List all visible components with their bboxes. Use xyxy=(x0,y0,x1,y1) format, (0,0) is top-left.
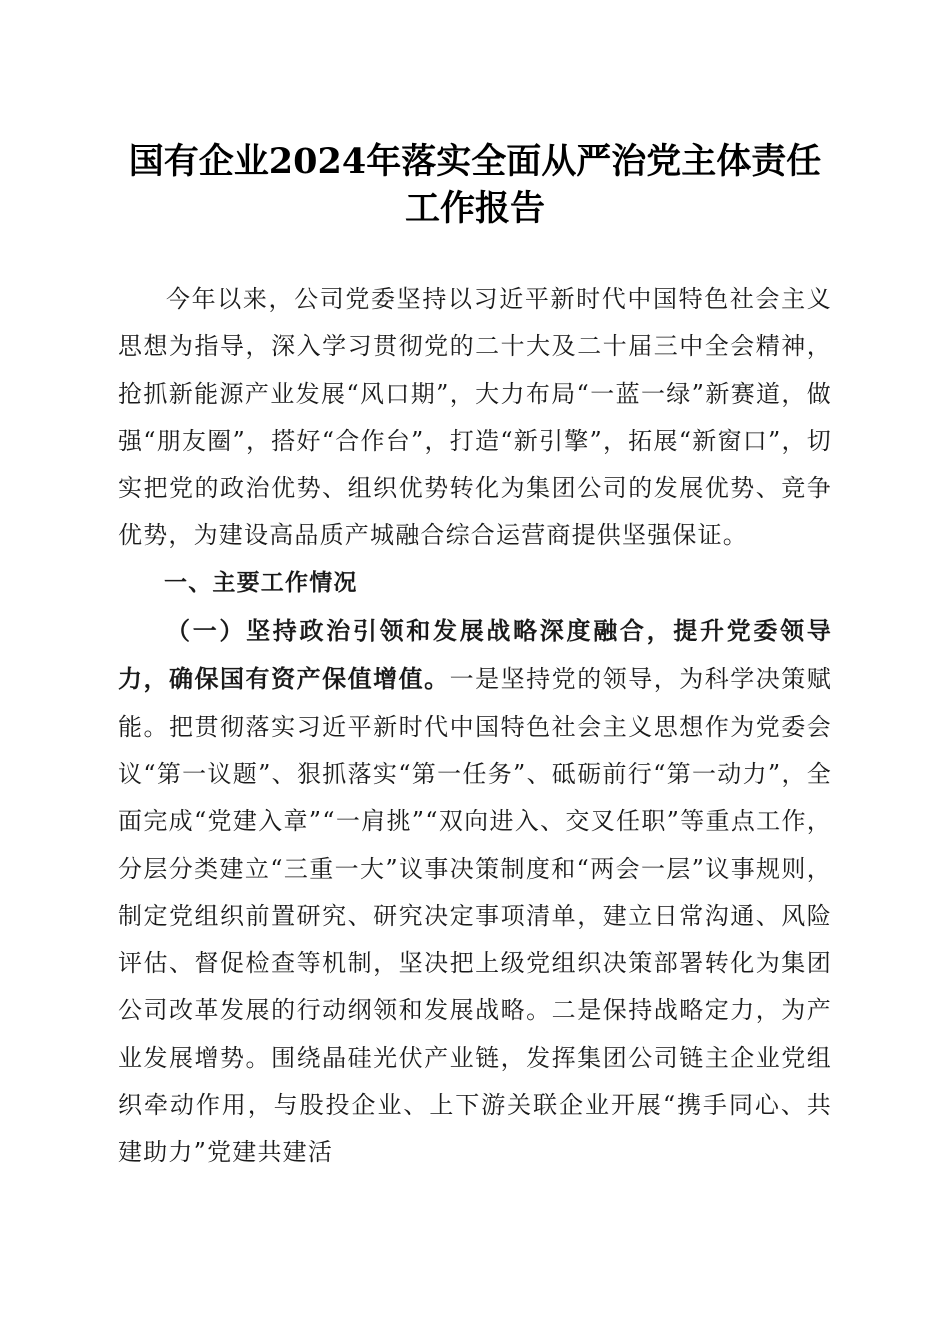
section-heading: 一、主要工作情况 xyxy=(164,569,358,596)
document-title-line-2: 工作报告 xyxy=(404,188,545,229)
intro-paragraph: 今年以来，公司党委坚持以习近平新时代中国特色社会主义思想为指导，深入学习贯彻党的二十大及二十届三中全会精神，抢抓新能源产业发展“风口期”，大力布局“一蓝一绿”新赛道，做强“朋友圈”，搭好“合作台”，打造“新引擎”，拓展“新窗口”，切实把党的政治优势、组织优势转化为集团公司的发展优势、竞争优势，为建设高品质产城融合综合运营商提供坚强保证。 xyxy=(118,285,832,550)
document-body xyxy=(118,276,832,1177)
subsection-body: 一是坚持党的领导，为科学决策赋能。把贯彻落实习近平新时代中国特色社会主义思想作为党委会议“第一议题”、狠抓落实“第一任务”、砥砺前行“第一动力”，全面完成“党建入章”“一肩挑”“双向进入、交叉任职”等重点工作，分层分类建立“三重一大”议事决策制度和“两会一层”议事规则，制定党组织前置研究、研究决定事项清单，建立日常沟通、风险评估、督促检查等机制，坚决把上级党组织决策部署转化为集团公司改革发展的行动纲领和发展战略。二是保持战略定力，为产业发展增势。围绕晶硅光伏产业链，发挥集团公司链主企业党组织牵动作用，与股投企业、上下游关联企业开展“携手同心、共建助力”党建共建活 xyxy=(118,665,832,1167)
document-title-line-1: 国有企业2024年落实全面从严治党主体责任 xyxy=(128,141,822,182)
subsection-paragraph xyxy=(118,607,832,1177)
subsection-lead: （一）坚持政治引领和发展战略深度融合，提升党委领导力，确保国有资产保值增值。 xyxy=(118,616,832,694)
